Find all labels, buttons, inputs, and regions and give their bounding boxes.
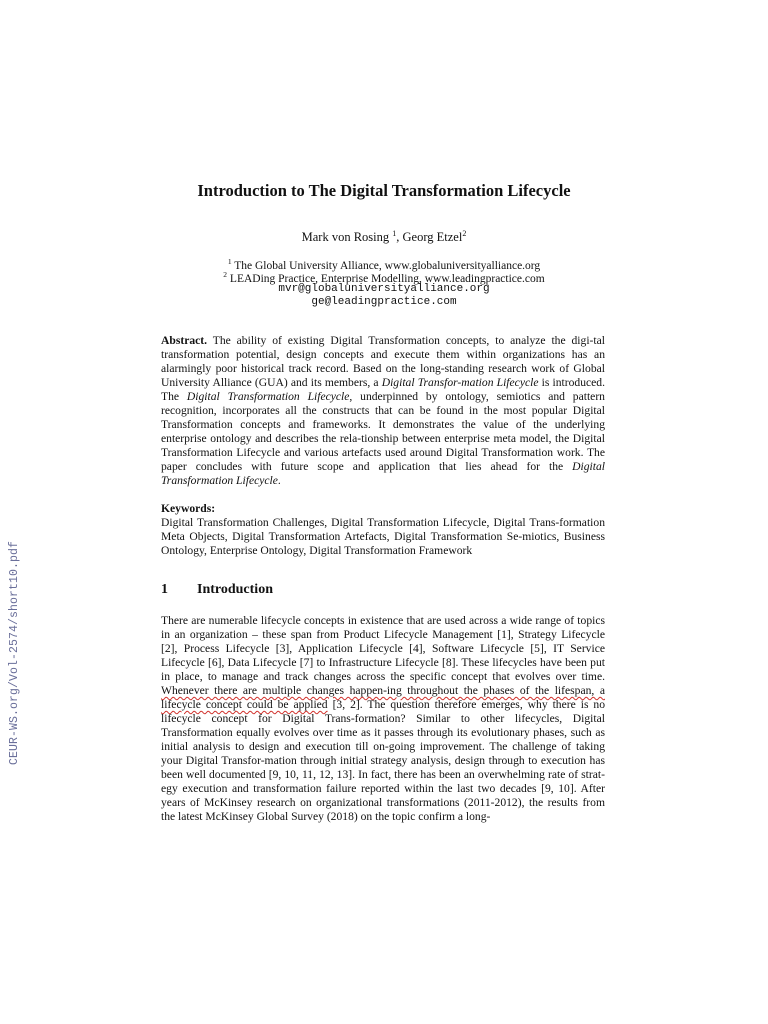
intro-text-1: There are numerable lifecycle concepts in existence that are used across a wide range of topics in an organization – these span from Product Lifecycle Management [1], Strategy Lifecycle [2], Process Lifecycle [3], Application Lifecycle [4], Software Lifecycle [5], IT Service Lifecycle [6], Data Lifecycle [7] to Infrastructure Lifecycle [8]. These lifecycles have been put in place, to manage and track changes across the specific concept that evolves over time. [161, 614, 605, 683]
author-name-2: , Georg Etzel [396, 230, 463, 245]
abstract-italic-2: Digital Transformation Lifecycle [186, 390, 350, 403]
affiliation-1-marker: 1 [227, 257, 232, 266]
abstract-italic-1: Digital Transfor-mation Lifecycle [381, 376, 539, 389]
side-url-text: CEUR-WS.org/Vol-2574/short10.pdf [8, 540, 21, 765]
paper-title: Introduction to The Digital Transformation Lifecycle [197, 181, 571, 200]
side-url-watermark [8, 535, 26, 765]
abstract-paragraph [161, 334, 605, 488]
abstract-text-3: , underpinned by ontology, semiotics and pattern recognition, incorporates all the constructs that can be found in the most popular Digital Transformation concepts and frameworks. It demonstrates the value of the underlying enterprise ontology and describes the rela-tionship between enterprise meta model, the Digital Transformation Lifecycle and various artefacts used around Digital Transformation work. The paper concludes with future scope and application that lies ahead for the [161, 390, 605, 473]
abstract-label: Abstract. [161, 334, 208, 347]
author-2-affil-marker: 2 [462, 229, 467, 238]
keywords-text: Digital Transformation Challenges, Digital Transformation Lifecycle, Digital Trans-formation Meta Objects, Digital Transformation Artefacts, Digital Transformation Se-miotics, Business Ontology, Enterprise Ontology, Digital Transformation Framework [161, 516, 605, 557]
abstract-italic-3: Digital Transformation Lifecycle [161, 460, 605, 487]
email-2: ge@leadingpractice.com [311, 296, 457, 308]
spellcheck-underlined-text: Whenever there are multiple changes happen-ing throughout the phases of the lifespan, a lifecycle concept could be applied [161, 684, 605, 711]
affiliation-2-marker: 2 [223, 270, 228, 279]
author-line [0, 229, 768, 245]
abstract-text-1: The ability of existing Digital Transformation concepts, to analyze the digi-tal transformation potential, design concepts and execute them within organizations has an alarmingly poor historical track record. Based on the long-standing research work of Global University Alliance (GUA) and its members, a [161, 334, 605, 389]
author-1-affil-marker: 1 [392, 229, 397, 238]
abstract-text-4: . [277, 474, 281, 487]
email-1: mvr@globaluniversityalliance.org [278, 283, 490, 295]
section-heading [161, 582, 273, 598]
keywords-label: Keywords: [161, 502, 216, 515]
author-name-1: Mark von Rosing [301, 230, 393, 245]
section-number: 1 [161, 582, 168, 597]
affiliation-2-text: LEADing Practice, Enterprise Modelling, www.leadingpractice.com [227, 272, 545, 285]
section-title: Introduction [197, 582, 273, 597]
abstract-text-2: is introduced. The [161, 376, 605, 403]
intro-paragraph [161, 614, 605, 824]
affiliation-1-text: The Global University Alliance, www.globaluniversityalliance.org [231, 259, 541, 272]
intro-text-2: [3, 2]. The question therefore emerges, why there is no lifecycle concept for Digital Trans-formation? Similar to other lifecycles, Digital Transformation equally evolves over time as it passes through its evolutionary phases, such as initial analysis to design and execution till on-going improvement. The challenge of taking your Digital Transfor-mation through initial strategy analysis, design through to execution has been well documented [9, 10, 11, 12, 13]. In fact, there has been an overwhelming rate of strat-egy execution and transformation failure reported within the last two decades [9, 10]. After years of McKinsey research on organizational transformations (2011-2012), the results from the latest McKinsey Global Survey (2018) on the topic confirm a long- [161, 698, 606, 823]
